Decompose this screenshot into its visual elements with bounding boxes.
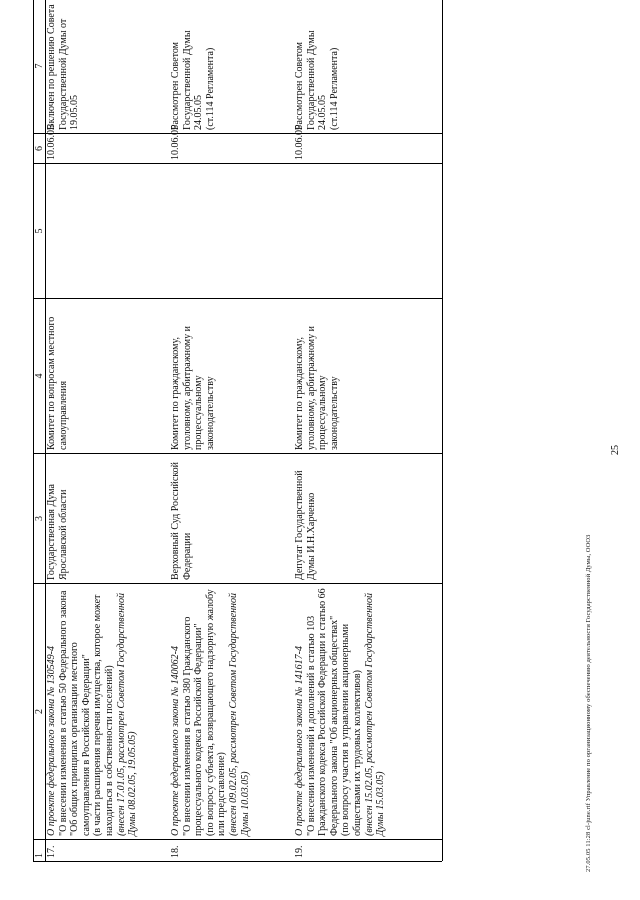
- committee: Комитет по вопросам местного самоуправления: [46, 299, 171, 454]
- bill-title: О проекте федерального закона № 130549-4: [46, 646, 57, 836]
- table-row: [46, 0, 171, 862]
- bill-body: "О внесении изменений и дополнений в статью 103 Гражданского кодекса Российской Федерации и статью 66 Федерального закона "Об акционерных обществах" (по вопросу участия в управлении акционерными обществами их трудовых коллективов): [305, 588, 363, 836]
- committee: Комитет по гражданскому, уголовному, арбитражному и процессуальному законодательству: [294, 299, 442, 454]
- initiator: Депутат Государственной Думы И.Н.Харченко: [294, 454, 442, 584]
- bill-description: [294, 584, 442, 840]
- bill-note: (внесен 09.02.05, рассмотрен Советом Государственной Думы 10.03.05): [227, 592, 251, 836]
- table-bottom-border: [442, 0, 443, 862]
- initiator: Верховный Суд Российской Федерации: [170, 454, 294, 584]
- bill-body: "О внесении изменения в статью 50 Федерального закона "Об общих принципах организации местного самоуправления в Российской Федерации" (в части расширения перечня имущества, которое может находиться в собственности поселений): [57, 590, 115, 836]
- bill-note: (внесен 15.02.05, рассмотрен Советом Государственной Думы 15.03.05): [363, 592, 387, 836]
- column-header: 6: [34, 134, 46, 164]
- status: Рассмотрен Советом Государственной Думы 24.05.05 (ст.114 Регламента): [170, 0, 294, 134]
- column-5-cell: [170, 164, 294, 299]
- table-row: [170, 0, 294, 862]
- column-header: 1: [34, 840, 46, 862]
- column-header: 2: [34, 584, 46, 840]
- column-5-cell: [46, 164, 171, 299]
- bill-body: "О внесении изменения в статью 380 Гражданского процессуального кодекса Российской Федерации" (по вопросу субъекта, возвращающего надзорную жалобу или представление): [181, 589, 228, 836]
- bills-table: [33, 0, 443, 862]
- bill-description: [170, 584, 294, 840]
- column-header: 3: [34, 454, 46, 584]
- row-number: 17.: [46, 840, 171, 862]
- column-header: 5: [34, 164, 46, 299]
- bill-description: [46, 584, 171, 840]
- document-footer: 27.05.05 11:28 cl-june.rtf Управление по организационному обеспечению деятельности Государственной Думы, ООО3: [585, 534, 592, 872]
- date: 10.06.05: [170, 134, 294, 164]
- status: Включен по решению Совета Государственной Думы от 19.05.05: [46, 0, 171, 134]
- committee: Комитет по гражданскому, уголовному, арбитражному и процессуальному законодательству: [170, 299, 294, 454]
- row-number: 18.: [170, 840, 294, 862]
- page-number: 25: [610, 445, 621, 455]
- table-row: [294, 0, 442, 862]
- date: 10.06.05: [46, 134, 171, 164]
- column-header: 4: [34, 299, 46, 454]
- status: Рассмотрен Советом Государственной Думы 24.05.05 (ст.114 Регламента): [294, 0, 442, 134]
- table-header-row: [34, 0, 46, 862]
- initiator: Государственная Дума Ярославской области: [46, 454, 171, 584]
- bill-title: О проекте федерального закона № 140062-4: [170, 646, 181, 836]
- bill-note: (внесен 17.01.05, рассмотрен Советом Государственной Думы 08.02.05, 19.05.05): [115, 592, 139, 836]
- column-header: 7: [34, 0, 46, 134]
- row-number: 19.: [294, 840, 442, 862]
- date: 10.06.05: [294, 134, 442, 164]
- bill-title: О проекте федерального закона № 141617-4: [294, 646, 305, 836]
- column-5-cell: [294, 164, 442, 299]
